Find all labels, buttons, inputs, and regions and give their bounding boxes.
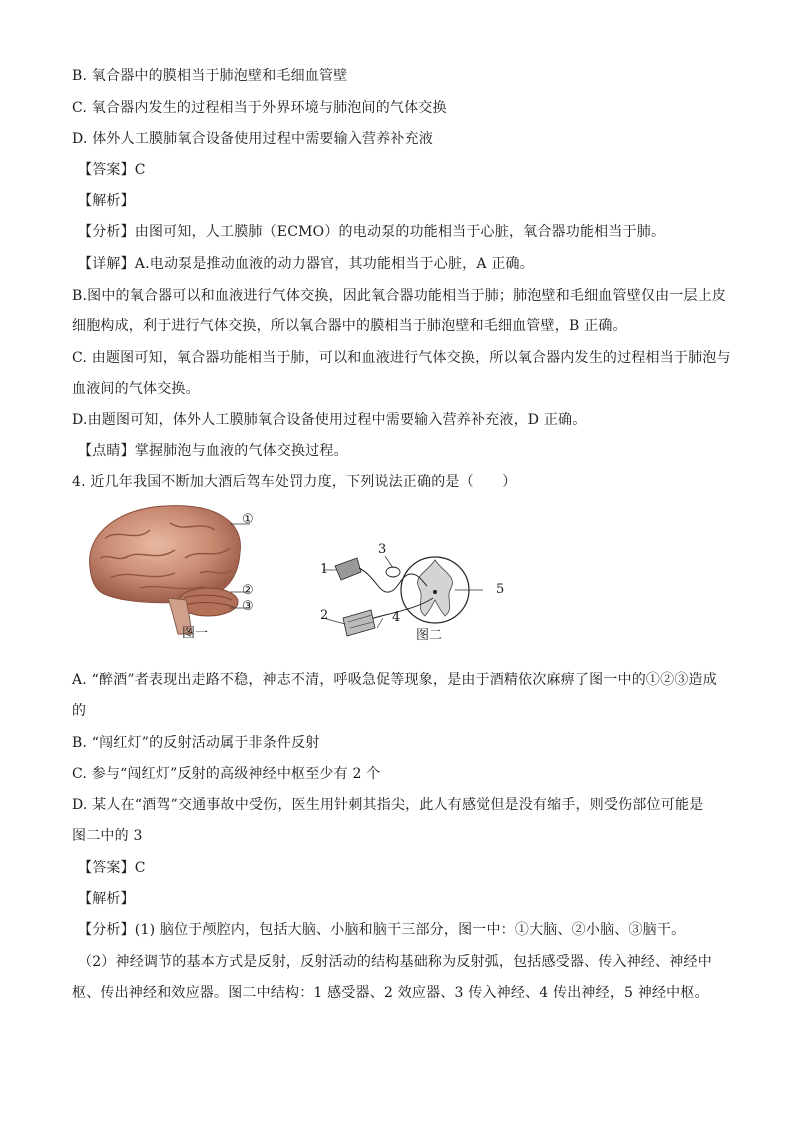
question-figure — [80, 498, 520, 648]
brain-mark-1: ① — [242, 512, 254, 527]
detail-line-c2: 血液间的气体交换。 — [72, 381, 200, 397]
brain-illustration — [80, 498, 320, 638]
q4-analysis-2b: 枢、传出神经和效应器。图二中结构：1 感受器、2 效应器、3 传入神经、4 传出神经，5 神经中枢。 — [72, 985, 709, 1001]
answer-line: 【答案】C — [78, 162, 146, 178]
brain-mark-2: ② — [242, 583, 254, 598]
cord-mark-1: 1 — [320, 562, 329, 577]
q4-option-d1: D. 某人在“酒驾”交通事故中受伤，医生用针刺其指尖，此人有感觉但是没有缩手，则受伤部位可能是 — [72, 797, 704, 813]
option-b-line: B. 氧合器中的膜相当于肺泡壁和毛细血管壁 — [72, 68, 348, 84]
figure-1-label: 图一 — [182, 626, 209, 641]
cord-mark-4: 4 — [392, 610, 401, 625]
option-c-line: C. 氧合器内发生的过程相当于外界环境与肺泡间的气体交换 — [72, 100, 447, 116]
tip-line: 【点睛】掌握肺泡与血液的气体交换过程。 — [78, 443, 348, 459]
q4-option-a1: A. “醉酒”者表现出走路不稳，神志不清，呼吸急促等现象，是由于酒精依次麻痹了图一中的①②③造成 — [72, 672, 717, 688]
q4-option-d2: 图二中的 3 — [72, 828, 143, 844]
analysis-heading: 【解析】 — [78, 193, 135, 209]
q4-option-c: C. 参与“闯红灯”反射的高级神经中枢至少有 2 个 — [72, 766, 381, 782]
cord-mark-5: 5 — [496, 582, 505, 597]
q4-analysis-2a: （2）神经调节的基本方式是反射，反射活动的结构基础称为反射弧，包括感受器、传入神经、神经中 — [78, 954, 712, 970]
detail-line-d: D.由题图可知，体外人工膜肺氧合设备使用过程中需要输入营养补充液，D 正确。 — [72, 412, 587, 428]
q4-analysis-heading: 【解析】 — [78, 891, 135, 907]
detail-line-c1: C. 由题图可知，氧合器功能相当于肺，可以和血液进行气体交换，所以氧合器内发生的过程相当于肺泡与 — [72, 350, 731, 366]
question-4-stem: 4. 近几年我国不断加大酒后驾车处罚力度，下列说法正确的是（ ） — [72, 474, 517, 490]
cord-mark-3: 3 — [378, 542, 387, 557]
q4-answer-line: 【答案】C — [78, 860, 146, 876]
figure-2-label: 图二 — [416, 628, 443, 643]
q4-option-a2: 的 — [72, 703, 87, 719]
q4-option-b: B. “闯红灯”的反射活动属于非条件反射 — [72, 735, 320, 751]
detail-line-b1: B.图中的氧合器可以和血液进行气体交换，因此氧合器功能相当于肺；肺泡壁和毛细血管壁仅由一层上皮 — [72, 288, 727, 304]
option-d-line: D. 体外人工膜肺氧合设备使用过程中需要输入营养补充液 — [72, 131, 434, 147]
detail-line-b2: 细胞构成，利于进行气体交换，所以氧合器中的膜相当于肺泡壁和毛细血管壁，B 正确。 — [72, 318, 627, 334]
q4-analysis-1: 【分析】(1) 脑位于颅腔内，包括大脑、小脑和脑干三部分，图一中：①大脑、②小脑、③脑干。 — [78, 922, 686, 938]
detail-line-a: 【详解】A.电动泵是推动血液的动力器官，其功能相当于心脏，A 正确。 — [78, 256, 534, 272]
brain-mark-3: ③ — [242, 599, 254, 614]
cord-mark-2: 2 — [320, 608, 329, 623]
reflex-arc-diagram — [315, 538, 515, 643]
analysis-line: 【分析】由图可知，人工膜肺（ECMO）的电动泵的功能相当于心脏，氧合器功能相当于肺。 — [78, 224, 666, 240]
